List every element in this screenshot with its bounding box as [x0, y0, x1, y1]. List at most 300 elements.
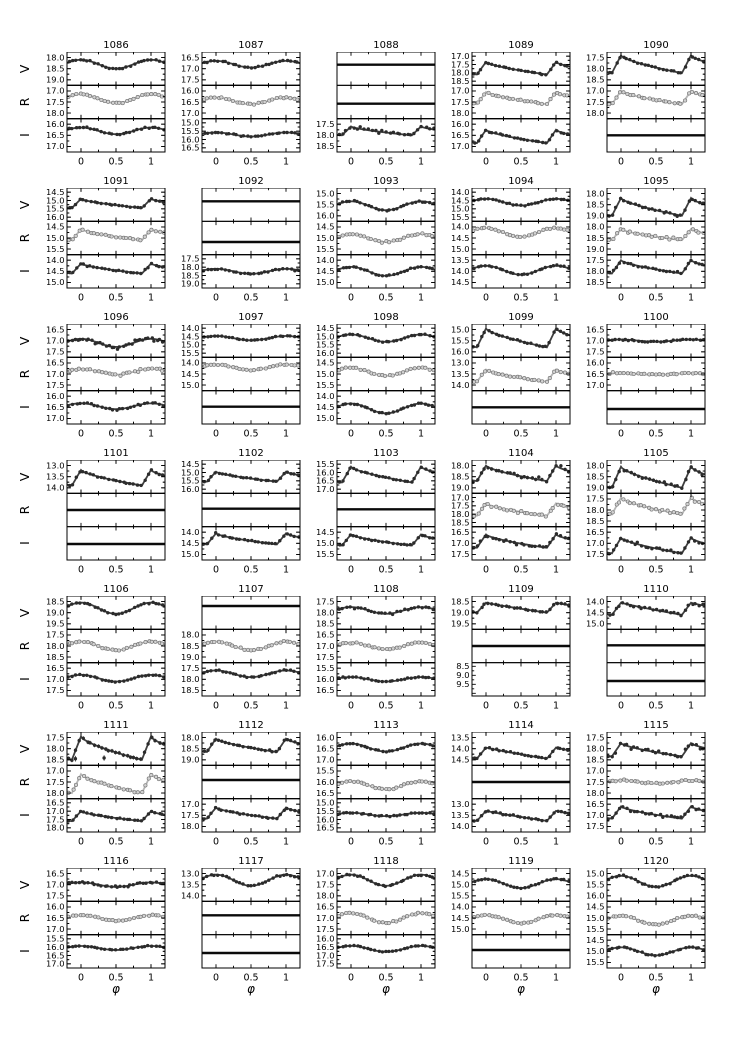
- data-point: [225, 809, 228, 812]
- data-point: [110, 885, 113, 888]
- data-point: [71, 59, 74, 62]
- x-tick-label: 0: [212, 700, 220, 712]
- data-point: [370, 539, 373, 542]
- data-point: [289, 874, 292, 877]
- axis-ticks: [216, 493, 286, 526]
- data-point: [679, 755, 682, 758]
- data-point: [374, 239, 377, 242]
- y-tick-label: 15.5: [316, 765, 335, 776]
- data-point: [664, 210, 667, 213]
- data-point: [395, 786, 398, 789]
- x-tick-label: 1: [552, 156, 560, 168]
- y-tick-label: 15.0: [316, 232, 335, 243]
- data-point: [697, 541, 700, 544]
- y-tick-label: 14.0: [451, 266, 470, 277]
- data-point: [89, 675, 92, 678]
- data-point: [650, 207, 653, 210]
- x-tick-label: 0: [482, 972, 490, 984]
- axis-ticks: [67, 799, 165, 832]
- data-point: [611, 371, 614, 374]
- data-point: [70, 602, 73, 605]
- data-point: [74, 914, 77, 917]
- axis-ticks: [472, 799, 570, 832]
- light-curve-plot: [30, 596, 166, 716]
- y-tick-label: 14.5: [316, 357, 335, 368]
- band-i: [316, 391, 435, 424]
- band-label-v: V: [17, 880, 32, 889]
- data-point: [88, 741, 91, 744]
- y-tick-label: 18.0: [181, 262, 200, 272]
- band-i: [181, 527, 301, 560]
- data-point: [421, 912, 424, 915]
- data-point: [476, 101, 479, 104]
- data-point: [103, 476, 106, 479]
- data-point: [410, 781, 413, 784]
- axis-ticks: [216, 765, 286, 798]
- data-point: [428, 368, 431, 371]
- data-point: [607, 103, 610, 106]
- data-point: [289, 472, 292, 475]
- data-point: [541, 880, 544, 883]
- data-point: [402, 406, 405, 409]
- axis-ticks: [472, 357, 570, 390]
- data-point: [274, 542, 277, 545]
- band-r: [451, 901, 570, 934]
- y-tick-label: 18.0: [586, 743, 605, 754]
- y-tick-label: 17.0: [586, 810, 605, 821]
- data-point: [632, 60, 635, 63]
- data-point: [140, 819, 143, 822]
- data-point: [622, 199, 625, 202]
- data-point: [523, 204, 526, 207]
- data-point: [658, 480, 661, 483]
- data-point: [133, 62, 136, 65]
- data-point: [286, 532, 289, 535]
- axis-ticks: [67, 596, 165, 629]
- data-point: [623, 538, 626, 541]
- data-point: [640, 544, 643, 547]
- data-point: [617, 501, 620, 504]
- data-point: [150, 197, 153, 200]
- data-point: [427, 606, 430, 609]
- data-point: [241, 882, 244, 885]
- data-point: [118, 133, 121, 136]
- data-point: [406, 405, 409, 408]
- data-point: [122, 679, 125, 682]
- y-tick-label: 17.5: [46, 732, 65, 743]
- data-point: [511, 234, 514, 237]
- axis-ticks: [67, 391, 165, 424]
- data-point: [562, 132, 565, 135]
- data-point: [246, 539, 249, 542]
- band-i: [451, 527, 570, 560]
- data-point: [141, 338, 144, 341]
- data-point: [133, 791, 136, 794]
- model-light-curve: [67, 774, 165, 793]
- data-point: [421, 675, 424, 678]
- data-point: [292, 472, 295, 475]
- data-point: [82, 774, 85, 777]
- data-point: [348, 200, 351, 203]
- data-point: [530, 271, 533, 274]
- band-i: [46, 255, 165, 288]
- data-point: [105, 344, 108, 347]
- data-point: [158, 200, 161, 203]
- data-point: [206, 749, 209, 752]
- data-point: [618, 874, 621, 877]
- data-point: [121, 269, 124, 272]
- axis-ticks: [337, 629, 435, 662]
- panel-title: 1086: [103, 40, 129, 51]
- data-point: [519, 606, 522, 609]
- data-point: [344, 944, 347, 947]
- data-point: [245, 476, 248, 479]
- y-tick-label: 15.5: [586, 923, 605, 934]
- data-point: [395, 478, 398, 481]
- data-point: [257, 65, 260, 68]
- data-point: [71, 403, 74, 406]
- model-light-curve: [607, 743, 705, 756]
- data-point: [399, 238, 402, 241]
- data-point: [283, 739, 286, 742]
- data-point: [490, 602, 493, 605]
- data-point: [648, 477, 651, 480]
- panel-1101: [30, 447, 166, 580]
- data-point: [354, 366, 357, 369]
- y-tick-label: 15.0: [46, 232, 65, 243]
- band-v: [181, 868, 300, 901]
- data-point: [151, 881, 154, 884]
- data-point: [140, 128, 143, 131]
- data-point: [655, 340, 658, 343]
- y-tick-label: 16.5: [46, 130, 65, 141]
- band-v: [202, 188, 300, 221]
- band-r: [337, 85, 435, 118]
- data-point: [385, 750, 388, 753]
- data-point: [243, 538, 246, 541]
- data-point: [100, 371, 103, 374]
- data-point: [545, 545, 548, 548]
- data-point: [239, 272, 242, 275]
- data-point: [391, 950, 394, 953]
- data-point: [114, 236, 117, 239]
- data-point: [552, 198, 555, 201]
- data-point: [129, 406, 132, 409]
- data-point: [669, 611, 672, 614]
- data-point: [548, 608, 551, 611]
- data-point: [549, 68, 552, 71]
- x-tick-label: 0: [347, 428, 355, 440]
- y-tick-label: 17.5: [181, 253, 200, 264]
- data-point: [130, 677, 133, 680]
- data-point: [275, 874, 278, 877]
- data-point: [101, 406, 104, 409]
- data-point: [225, 642, 228, 645]
- data-point: [374, 339, 377, 342]
- data-point: [385, 680, 388, 683]
- data-point: [531, 476, 534, 479]
- data-point: [490, 505, 493, 508]
- data-point: [121, 204, 124, 207]
- data-point: [96, 883, 99, 886]
- data-point: [153, 739, 156, 742]
- data-point: [92, 404, 95, 407]
- y-tick-label: 14.5: [451, 754, 470, 765]
- data-point: [136, 946, 139, 949]
- x-tick-label: 0: [212, 972, 220, 984]
- data-point: [159, 230, 162, 233]
- data-point: [383, 612, 386, 615]
- x-tick-label: 0: [77, 700, 85, 712]
- data-point: [252, 272, 255, 275]
- data-point: [622, 873, 625, 876]
- y-tick-label: 17.5: [316, 651, 335, 662]
- data-point: [271, 816, 274, 819]
- data-point: [124, 65, 127, 68]
- data-point: [664, 483, 667, 486]
- band-r: [316, 357, 435, 390]
- x-tick-label: 0: [617, 972, 625, 984]
- data-point: [405, 813, 408, 816]
- data-point: [112, 346, 115, 349]
- y-tick-label: 17.5: [181, 663, 200, 673]
- data-point: [340, 781, 343, 784]
- data-point: [278, 747, 281, 750]
- data-point: [128, 371, 131, 374]
- data-point: [136, 791, 139, 794]
- data-point: [239, 646, 242, 649]
- y-tick-label: 16.0: [586, 890, 605, 901]
- data-point: [626, 539, 629, 542]
- data-point: [658, 67, 661, 70]
- data-point: [100, 746, 103, 749]
- data-point: [504, 66, 507, 69]
- data-point: [89, 914, 92, 917]
- data-point: [264, 367, 267, 370]
- data-point: [629, 810, 632, 813]
- band-i: [181, 663, 300, 696]
- data-point: [477, 512, 480, 515]
- panel-1119: [435, 855, 571, 988]
- y-tick-label: 16.5: [46, 868, 65, 879]
- data-point: [102, 756, 105, 759]
- y-tick-label: 17.0: [586, 335, 605, 346]
- data-point: [659, 340, 662, 343]
- y-tick-label: 18.0: [586, 63, 605, 74]
- band-v: [451, 596, 570, 629]
- data-point: [403, 608, 406, 611]
- axis-ticks: [607, 901, 705, 934]
- data-point: [355, 641, 358, 644]
- data-point: [555, 61, 558, 64]
- data-point: [416, 743, 419, 746]
- data-point: [142, 602, 145, 605]
- axis-ticks: [607, 221, 705, 254]
- model-light-curve: [337, 201, 435, 210]
- model-light-curve: [337, 467, 435, 483]
- data-point: [290, 267, 293, 270]
- data-point: [686, 874, 689, 877]
- x-tick-label: 0: [212, 836, 220, 848]
- data-point: [665, 339, 668, 342]
- data-point: [661, 782, 664, 785]
- data-point: [344, 402, 347, 405]
- data-point: [345, 266, 348, 269]
- data-point: [658, 547, 661, 550]
- data-point: [285, 807, 288, 810]
- axis-ticks: [472, 85, 570, 118]
- data-point: [147, 812, 150, 815]
- data-point: [659, 813, 662, 816]
- y-tick-label: 18.0: [316, 130, 335, 141]
- data-point: [475, 380, 478, 383]
- data-point: [101, 64, 104, 67]
- data-point: [78, 673, 81, 676]
- band-i: [586, 935, 705, 968]
- data-point: [271, 336, 274, 339]
- data-point: [124, 236, 127, 239]
- data-point: [669, 548, 672, 551]
- data-point: [612, 269, 615, 272]
- data-point: [668, 511, 671, 514]
- band-r: [181, 629, 300, 662]
- data-point: [107, 268, 110, 271]
- data-point: [675, 373, 678, 376]
- data-point: [356, 403, 359, 406]
- data-point: [268, 365, 271, 368]
- panel-1116: [30, 855, 166, 988]
- data-point: [651, 608, 654, 611]
- data-point: [341, 543, 344, 546]
- data-point: [235, 270, 238, 273]
- data-point: [282, 639, 285, 642]
- data-point: [288, 640, 291, 643]
- x-tick-label: 0.5: [513, 292, 529, 304]
- data-point: [261, 816, 264, 819]
- y-tick-label: 16.0: [46, 901, 65, 912]
- data-point: [234, 63, 237, 66]
- data-point: [111, 101, 114, 104]
- data-point: [398, 646, 401, 649]
- data-point: [206, 268, 209, 271]
- x-tick-label: 0.5: [513, 564, 529, 576]
- data-point: [476, 544, 479, 547]
- panel-title: 1103: [373, 448, 399, 459]
- data-point: [118, 480, 121, 483]
- data-point: [70, 881, 73, 884]
- data-point: [362, 127, 365, 130]
- data-point: [85, 125, 88, 128]
- data-point: [512, 68, 515, 71]
- data-point: [366, 878, 369, 881]
- data-point: [679, 272, 682, 275]
- data-point: [559, 227, 562, 230]
- band-i: [181, 118, 300, 153]
- band-label-i: I: [17, 949, 32, 954]
- panel-1098: [300, 311, 436, 444]
- data-point: [79, 58, 82, 61]
- data-point: [530, 512, 533, 515]
- data-point: [371, 129, 374, 132]
- axis-ticks: [607, 188, 705, 221]
- data-point: [220, 96, 223, 99]
- panel-title: 1094: [508, 176, 534, 187]
- x-tick-label: 1: [417, 292, 425, 304]
- y-tick-label: 14.5: [316, 324, 335, 333]
- y-tick-label: 18.5: [451, 517, 470, 528]
- data-point: [652, 98, 655, 101]
- band-v: [181, 460, 300, 494]
- data-point: [238, 538, 241, 541]
- y-tick-label: 17.5: [586, 493, 605, 504]
- data-point: [611, 213, 614, 216]
- band-v: [451, 732, 570, 765]
- data-point: [124, 610, 127, 613]
- y-tick-label: 15.0: [586, 946, 605, 957]
- data-point: [206, 364, 209, 367]
- data-point: [420, 780, 423, 783]
- data-point: [633, 473, 636, 476]
- data-point: [396, 679, 399, 682]
- data-point: [205, 61, 208, 64]
- data-point: [394, 949, 397, 952]
- data-point: [698, 201, 701, 204]
- y-tick-label: 16.0: [181, 134, 200, 145]
- data-point: [611, 511, 614, 514]
- data-point: [381, 647, 384, 650]
- panel-1087: [165, 39, 301, 172]
- data-point: [410, 811, 413, 814]
- y-tick-label: 17.5: [586, 96, 605, 107]
- data-point: [552, 93, 555, 96]
- data-point: [562, 748, 565, 751]
- band-i: [456, 661, 570, 696]
- data-point: [231, 474, 234, 477]
- data-point: [103, 782, 106, 785]
- data-point: [554, 464, 557, 467]
- y-tick-label: 18.5: [316, 141, 335, 152]
- y-tick-label: 14.5: [181, 538, 200, 549]
- data-point: [349, 402, 352, 405]
- data-point: [689, 259, 692, 262]
- data-point: [684, 946, 687, 949]
- data-point: [545, 380, 548, 383]
- data-point: [406, 745, 409, 748]
- data-point: [249, 102, 252, 105]
- data-point: [87, 338, 90, 341]
- data-point: [234, 475, 237, 478]
- data-point: [490, 467, 493, 470]
- data-point: [381, 341, 384, 344]
- y-tick-label: 15.5: [46, 243, 65, 254]
- y-tick-label: 17.0: [316, 912, 335, 923]
- data-point: [108, 67, 111, 70]
- x-tick-label: 0.5: [243, 972, 259, 984]
- data-point: [516, 136, 519, 139]
- axis-ticks: [67, 629, 165, 662]
- data-point: [128, 818, 131, 821]
- data-point: [646, 340, 649, 343]
- data-point: [206, 542, 209, 545]
- data-point: [679, 948, 682, 951]
- panel-title: 1110: [643, 584, 669, 595]
- band-label-i: I: [17, 677, 32, 682]
- data-point: [234, 673, 237, 676]
- x-tick-label: 0: [482, 564, 490, 576]
- y-tick-label: 17.5: [316, 596, 335, 607]
- data-point: [665, 814, 668, 817]
- data-point: [501, 813, 504, 816]
